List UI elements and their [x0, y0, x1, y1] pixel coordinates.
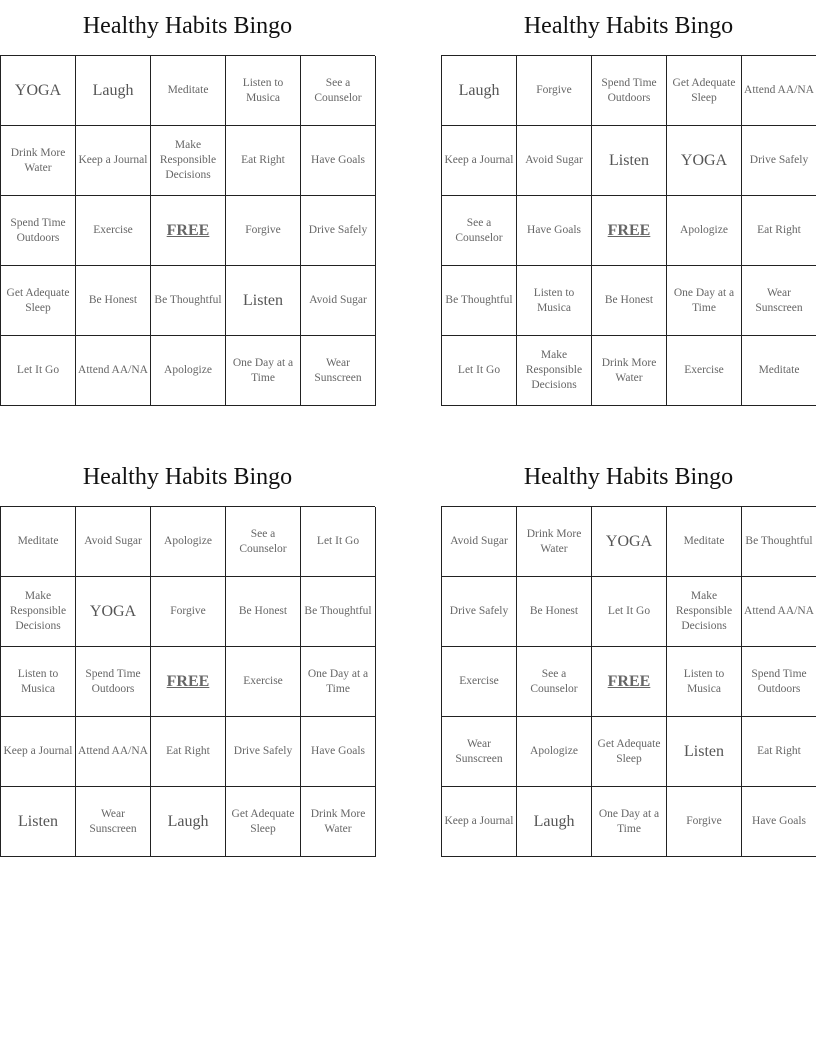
bingo-cell: [301, 647, 376, 717]
bingo-cell: [742, 717, 816, 787]
bingo-cell-label: See a Counselor: [314, 76, 362, 104]
bingo-cell: [1, 266, 76, 336]
bingo-cell: [1, 647, 76, 717]
bingo-cell-label: Have Goals: [527, 224, 581, 236]
bingo-cell: [742, 787, 816, 857]
bingo-cell-label: Exercise: [93, 224, 133, 236]
bingo-cell-label: Avoid Sugar: [450, 535, 508, 547]
bingo-cell: [76, 266, 151, 336]
bingo-cell-label: Spend Time Outdoors: [85, 667, 141, 695]
bingo-cell: [667, 577, 742, 647]
bingo-cell: [226, 336, 301, 406]
bingo-cell-label: Be Thoughtful: [154, 294, 222, 306]
bingo-cell: [742, 126, 816, 196]
bingo-cell: [151, 266, 226, 336]
bingo-cell-label: Drink More Water: [526, 527, 582, 555]
bingo-cell: [301, 787, 376, 857]
bingo-cell: [517, 336, 592, 406]
bingo-cell-label: Keep a Journal: [78, 154, 148, 166]
bingo-cell-label: Make Responsible Decisions: [9, 590, 67, 632]
bingo-cell: [442, 336, 517, 406]
bingo-cell: [517, 507, 592, 577]
bingo-grid: [441, 506, 816, 857]
bingo-cell-label: Exercise: [684, 364, 724, 376]
bingo-grid: [441, 55, 816, 406]
bingo-cell: [1, 507, 76, 577]
bingo-cell: [592, 787, 667, 857]
bingo-cell: [1, 717, 76, 787]
bingo-cell-label: Apologize: [164, 364, 212, 376]
bingo-cell: [76, 56, 151, 126]
bingo-cell-label: Let It Go: [457, 364, 501, 376]
bingo-cell: [742, 266, 816, 336]
bingo-cell: [301, 126, 376, 196]
bingo-cell: [442, 507, 517, 577]
bingo-cell: [301, 266, 376, 336]
bingo-cell: [592, 56, 667, 126]
bingo-cell-label: Drive Safely: [449, 605, 509, 617]
bingo-cell: [517, 126, 592, 196]
bingo-cell-label: FREE: [166, 673, 210, 690]
bingo-cell: [76, 336, 151, 406]
bingo-cell: [442, 577, 517, 647]
bingo-cell-label: Let It Go: [316, 535, 360, 547]
bingo-cell: [742, 577, 816, 647]
bingo-cell: [226, 126, 301, 196]
bingo-cell-label: Laugh: [167, 812, 209, 830]
bingo-cell-label: FREE: [166, 222, 210, 239]
bingo-cell-label: Be Honest: [529, 605, 579, 617]
bingo-cell-label: YOGA: [605, 532, 653, 550]
bingo-cell: [1, 126, 76, 196]
bingo-cell: [76, 577, 151, 647]
bingo-cell: [226, 717, 301, 787]
bingo-cell-label: YOGA: [14, 81, 62, 99]
bingo-cell-label: Let It Go: [607, 605, 651, 617]
bingo-cell-label: Be Honest: [88, 294, 138, 306]
bingo-cell-label: Meditate: [683, 535, 725, 547]
bingo-cell-label: Forgive: [686, 815, 722, 827]
bingo-cell: [151, 126, 226, 196]
bingo-cell: [442, 56, 517, 126]
bingo-cell-label: Be Honest: [604, 294, 654, 306]
card-title: Healthy Habits Bingo: [82, 13, 293, 39]
bingo-cell-label: Drive Safely: [308, 224, 368, 236]
bingo-cell-label: Eat Right: [757, 745, 801, 757]
bingo-cell-label: Drive Safely: [749, 154, 809, 166]
bingo-cell: [301, 336, 376, 406]
bingo-cell-label: Get Adequate Sleep: [231, 807, 295, 835]
bingo-cell-label: Drink More Water: [10, 146, 66, 174]
bingo-cell-label: Avoid Sugar: [309, 294, 367, 306]
bingo-cell-label: Keep a Journal: [444, 154, 514, 166]
bingo-cell-label: See a Counselor: [239, 527, 287, 555]
bingo-cell: [592, 507, 667, 577]
bingo-cell-label: Spend Time Outdoors: [10, 216, 66, 244]
bingo-cell: [226, 56, 301, 126]
bingo-cell-label: Laugh: [458, 81, 500, 99]
bingo-cell-label: Eat Right: [757, 224, 801, 236]
bingo-cell-label: YOGA: [89, 602, 137, 620]
bingo-cell: [1, 787, 76, 857]
bingo-cell-label: Exercise: [243, 675, 283, 687]
bingo-cell-label: One Day at a Time: [598, 807, 660, 835]
bingo-cell-label: See a Counselor: [455, 216, 503, 244]
bingo-cell-label: Wear Sunscreen: [755, 286, 803, 314]
bingo-cell-label: Be Honest: [238, 605, 288, 617]
bingo-cell: [517, 647, 592, 717]
bingo-cell-label: Listen: [684, 742, 724, 760]
bingo-cell: [442, 126, 517, 196]
bingo-cell-label: Listen to Musica: [242, 76, 284, 104]
bingo-cell: [151, 787, 226, 857]
free-space-cell: [592, 647, 667, 717]
bingo-cell-label: See a Counselor: [530, 667, 578, 695]
bingo-cell-label: Get Adequate Sleep: [597, 737, 661, 765]
bingo-cell-label: Attend AA/NA: [78, 745, 148, 757]
bingo-cell: [442, 196, 517, 266]
bingo-cell-label: Be Thoughtful: [745, 535, 813, 547]
bingo-cell-label: Spend Time Outdoors: [751, 667, 807, 695]
bingo-cell-label: Exercise: [459, 675, 499, 687]
bingo-cell: [1, 577, 76, 647]
card-title: Healthy Habits Bingo: [523, 13, 734, 39]
bingo-cell-label: Let It Go: [16, 364, 60, 376]
bingo-cell: [76, 717, 151, 787]
bingo-cell-label: Laugh: [533, 812, 575, 830]
bingo-cell-label: Wear Sunscreen: [89, 807, 137, 835]
bingo-cell-label: Keep a Journal: [3, 745, 73, 757]
bingo-cell: [517, 56, 592, 126]
bingo-cell: [76, 196, 151, 266]
bingo-cell-label: Drink More Water: [601, 356, 657, 384]
bingo-cell: [592, 266, 667, 336]
bingo-cell: [442, 787, 517, 857]
bingo-cell: [667, 126, 742, 196]
bingo-cell: [76, 126, 151, 196]
bingo-cell-label: Get Adequate Sleep: [6, 286, 70, 314]
free-space-cell: [151, 196, 226, 266]
bingo-cell-label: Spend Time Outdoors: [601, 76, 657, 104]
bingo-cell: [1, 56, 76, 126]
bingo-cell: [151, 336, 226, 406]
bingo-cell-label: YOGA: [680, 151, 728, 169]
bingo-cell: [742, 507, 816, 577]
bingo-cell: [76, 647, 151, 717]
bingo-cell-label: Have Goals: [752, 815, 806, 827]
bingo-cell: [517, 196, 592, 266]
bingo-cell-label: Meditate: [758, 364, 800, 376]
bingo-cell: [226, 196, 301, 266]
bingo-cell: [76, 507, 151, 577]
bingo-cell-label: Listen: [243, 291, 283, 309]
bingo-cell-label: Make Responsible Decisions: [159, 139, 217, 181]
bingo-cell-label: Get Adequate Sleep: [672, 76, 736, 104]
bingo-cell: [517, 266, 592, 336]
bingo-cell: [226, 787, 301, 857]
bingo-cell-label: Laugh: [92, 81, 134, 99]
bingo-cell-label: Listen: [609, 151, 649, 169]
bingo-cell-label: Listen to Musica: [17, 667, 59, 695]
bingo-cell-label: Have Goals: [311, 154, 365, 166]
bingo-cell: [517, 787, 592, 857]
bingo-cell: [667, 56, 742, 126]
bingo-cell: [1, 196, 76, 266]
bingo-cell: [301, 56, 376, 126]
bingo-cell-label: Make Responsible Decisions: [525, 349, 583, 391]
bingo-cell: [667, 266, 742, 336]
bingo-cell: [667, 196, 742, 266]
bingo-cell: [301, 577, 376, 647]
bingo-cell: [667, 507, 742, 577]
bingo-cell-label: Keep a Journal: [444, 815, 514, 827]
bingo-grid: [0, 55, 375, 406]
bingo-cell-label: Attend AA/NA: [744, 84, 814, 96]
bingo-grid: [0, 506, 375, 857]
bingo-cell-label: Eat Right: [166, 745, 210, 757]
bingo-cell: [301, 507, 376, 577]
bingo-cell-label: Apologize: [530, 745, 578, 757]
bingo-cell: [226, 266, 301, 336]
bingo-cell: [742, 196, 816, 266]
bingo-cell-label: Attend AA/NA: [744, 605, 814, 617]
bingo-cell-label: Forgive: [245, 224, 281, 236]
bingo-cell: [226, 577, 301, 647]
bingo-cell-label: Attend AA/NA: [78, 364, 148, 376]
bingo-cell: [667, 787, 742, 857]
bingo-cell: [76, 787, 151, 857]
bingo-cell-label: Avoid Sugar: [525, 154, 583, 166]
bingo-cell: [151, 717, 226, 787]
bingo-cell: [151, 507, 226, 577]
bingo-cell-label: Drive Safely: [233, 745, 293, 757]
bingo-cell: [742, 336, 816, 406]
bingo-cell: [742, 56, 816, 126]
bingo-cell-label: One Day at a Time: [307, 667, 369, 695]
bingo-cell-label: Be Thoughtful: [304, 605, 372, 617]
bingo-cell: [151, 577, 226, 647]
bingo-cell-label: Avoid Sugar: [84, 535, 142, 547]
bingo-cell-label: Apologize: [164, 535, 212, 547]
bingo-cell: [517, 577, 592, 647]
bingo-cell-label: Listen to Musica: [533, 286, 575, 314]
bingo-cell: [151, 56, 226, 126]
bingo-cell-label: Forgive: [170, 605, 206, 617]
bingo-cell: [226, 507, 301, 577]
bingo-cell: [592, 336, 667, 406]
bingo-cell-label: Wear Sunscreen: [455, 737, 503, 765]
bingo-cell-label: Forgive: [536, 84, 572, 96]
bingo-cell-label: One Day at a Time: [232, 356, 294, 384]
bingo-cell: [592, 126, 667, 196]
bingo-cell: [442, 717, 517, 787]
bingo-cell: [592, 577, 667, 647]
bingo-cell-label: Meditate: [167, 84, 209, 96]
bingo-cell: [592, 717, 667, 787]
bingo-cell-label: Have Goals: [311, 745, 365, 757]
free-space-cell: [592, 196, 667, 266]
bingo-cell-label: Listen to Musica: [683, 667, 725, 695]
bingo-cell-label: Apologize: [680, 224, 728, 236]
free-space-cell: [151, 647, 226, 717]
bingo-cell-label: Eat Right: [241, 154, 285, 166]
bingo-cell-label: FREE: [607, 222, 651, 239]
bingo-cell: [667, 717, 742, 787]
bingo-cell: [517, 717, 592, 787]
bingo-cell-label: Meditate: [17, 535, 59, 547]
bingo-cell-label: Wear Sunscreen: [314, 356, 362, 384]
bingo-cell: [1, 336, 76, 406]
bingo-cell: [301, 196, 376, 266]
bingo-cell: [226, 647, 301, 717]
bingo-cell-label: Drink More Water: [310, 807, 366, 835]
bingo-cell-label: One Day at a Time: [673, 286, 735, 314]
bingo-cell: [667, 336, 742, 406]
card-title: Healthy Habits Bingo: [523, 464, 734, 490]
bingo-cell: [742, 647, 816, 717]
bingo-cell-label: Be Thoughtful: [445, 294, 513, 306]
bingo-cell: [667, 647, 742, 717]
bingo-cell-label: Make Responsible Decisions: [675, 590, 733, 632]
bingo-cell: [442, 266, 517, 336]
card-title: Healthy Habits Bingo: [82, 464, 293, 490]
bingo-cell: [301, 717, 376, 787]
bingo-cell: [442, 647, 517, 717]
bingo-cell-label: FREE: [607, 673, 651, 690]
bingo-cell-label: Listen: [18, 812, 58, 830]
